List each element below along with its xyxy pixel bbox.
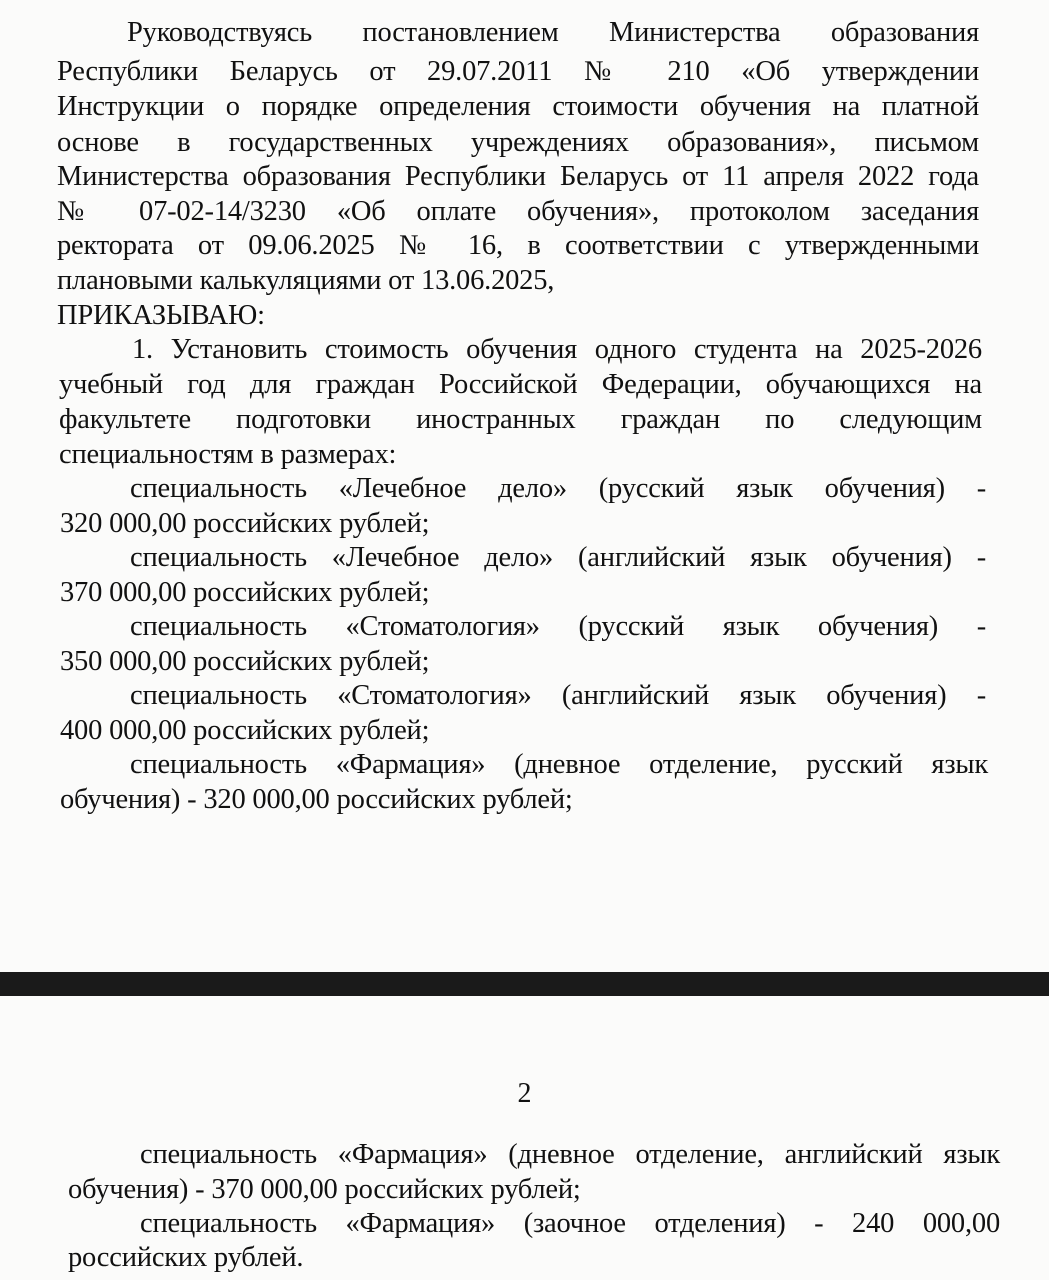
specialty-price: 350 000,00 российских рублей;: [60, 646, 430, 677]
preamble-line: Инструкции о порядке определения стоимости обучения на платной: [57, 91, 979, 122]
specialty-line: специальность «Фармация» (дневное отделение, английский язык: [140, 1139, 1000, 1170]
specialty-line: специальность «Фармация» (заочное отделения) - 240 000,00: [140, 1208, 1000, 1239]
specialty-line: специальность «Стоматология» (английский язык обучения) -: [130, 680, 986, 711]
item1-line: учебный год для граждан Российской Федерации, обучающихся на: [59, 369, 982, 400]
specialty-price: 370 000,00 российских рублей;: [60, 577, 430, 608]
item1-line: факультете подготовки иностранных граждан по следующим: [59, 404, 982, 435]
specialty-price: российских рублей.: [68, 1242, 304, 1273]
page-number: 2: [517, 1078, 532, 1109]
preamble-line: плановыми калькуляциями от 13.06.2025,: [57, 265, 555, 296]
item1-line: специальностям в размерах:: [59, 439, 397, 470]
specialty-line: специальность «Лечебное дело» (английский язык обучения) -: [130, 542, 986, 573]
specialty-price: обучения) - 370 000,00 российских рублей;: [68, 1174, 581, 1205]
preamble-line: ректората от 09.06.2025 № 16, в соответствии с утвержденными: [57, 230, 979, 261]
specialty-price: 320 000,00 российских рублей;: [60, 508, 430, 539]
specialty-line: специальность «Фармация» (дневное отделение, русский язык: [130, 749, 988, 780]
specialty-line: специальность «Лечебное дело» (русский язык обучения) -: [130, 473, 986, 504]
preamble-line: Министерства образования Республики Беларусь от 11 апреля 2022 года: [57, 161, 979, 192]
page-separator: [0, 972, 1049, 996]
preamble-line: Республики Беларусь от 29.07.2011 № 210 «Об утверждении: [57, 56, 979, 87]
document-page-2: [0, 996, 1049, 1280]
order-word: ПРИКАЗЫВАЮ:: [57, 300, 265, 331]
specialty-price: обучения) - 320 000,00 российских рублей;: [60, 784, 573, 815]
preamble-line: основе в государственных учреждениях образования», письмом: [57, 127, 979, 158]
specialty-price: 400 000,00 российских рублей;: [60, 715, 430, 746]
preamble-line: Руководствуясь постановлением Министерства образования: [127, 17, 979, 48]
item1-line: 1. Установить стоимость обучения одного студента на 2025-2026: [132, 334, 982, 365]
preamble-line: № 07-02-14/3230 «Об оплате обучения», протоколом заседания: [57, 196, 979, 227]
specialty-line: специальность «Стоматология» (русский язык обучения) -: [130, 611, 986, 642]
